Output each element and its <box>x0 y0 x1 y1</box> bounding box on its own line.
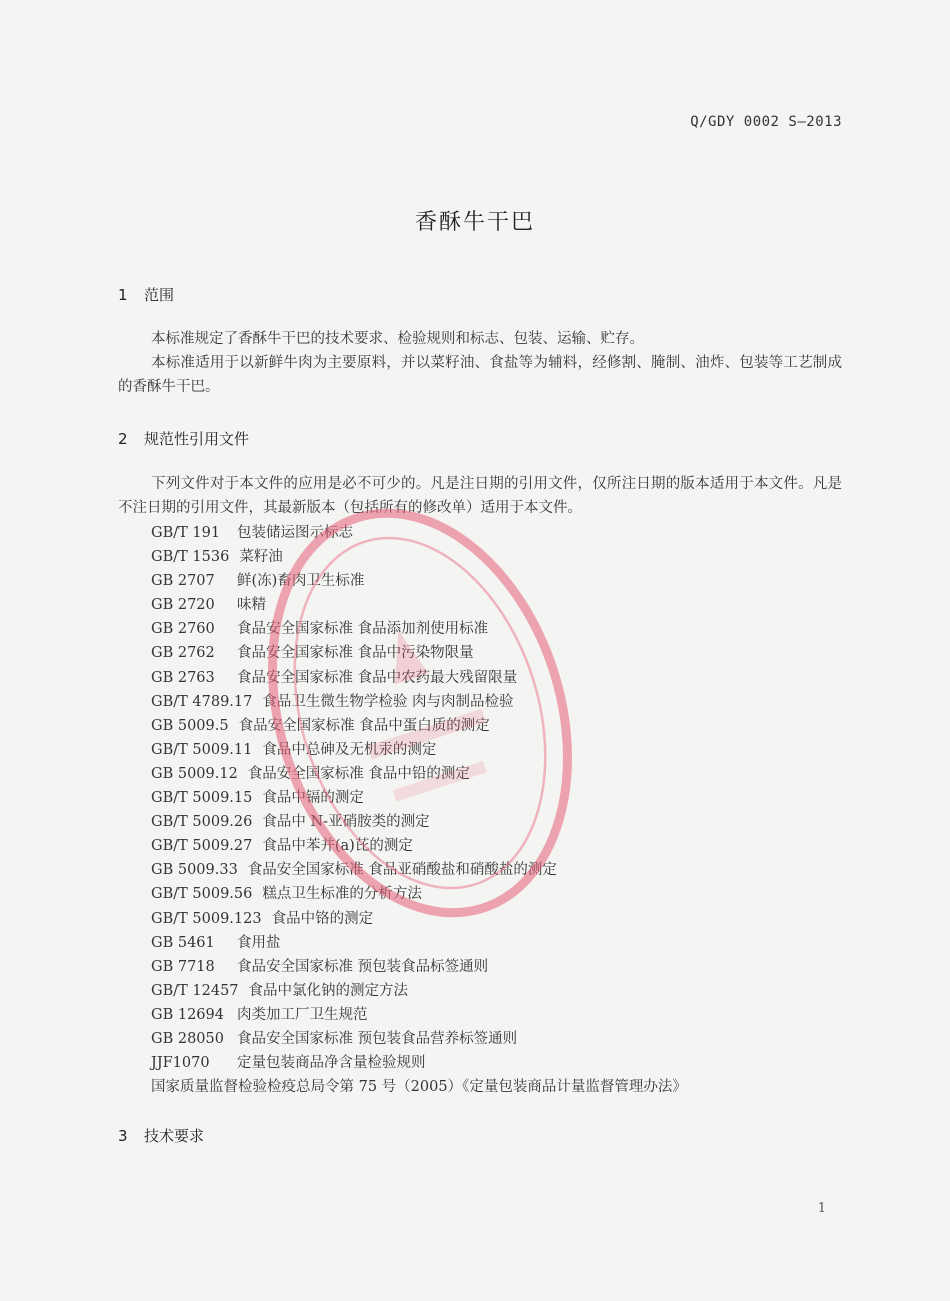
reference-title: 食品卫生微生物学检验 肉与肉制品检验 <box>262 693 514 710</box>
reference-code: GB/T 4789.17 <box>151 693 253 710</box>
reference-title: 包装储运图示标志 <box>237 525 353 541</box>
reference-code: JJF1070 <box>151 1055 210 1072</box>
reference-title: 食品安全国家标准 食品中农药最大残留限量 <box>237 669 518 686</box>
section-number: 3 <box>118 1127 128 1145</box>
reference-title: 食品安全国家标准 食品中污染物限量 <box>237 645 474 662</box>
reference-title: 鲜(冻)畜肉卫生标准 <box>237 573 365 590</box>
section-number: 2 <box>118 430 128 448</box>
reference-title: 国家质量监督检验检疫总局令第 75 号（2005）《定量包装商品计量监督管理办法》 <box>151 1079 687 1096</box>
references-intro: 下列文件对于本文件的应用是必不可少的。凡是注日期的引用文件，仅所注日期的版本适用于本文件。凡是不注日期的引用文件，其最新版本（包括所有的修改单）适用于本文件。 <box>118 476 842 516</box>
reference-title: 糕点卫生标准的分析方法 <box>262 886 422 903</box>
reference-code: GB 28050 <box>151 1030 224 1047</box>
reference-code: GB 2762 <box>151 645 215 662</box>
reference-code: GB/T 5009.26 <box>151 814 253 831</box>
section-number: 1 <box>118 286 128 304</box>
reference-title: 食用盐 <box>237 934 281 951</box>
reference-code: GB 7718 <box>151 958 215 975</box>
list-item <box>151 1027 851 1051</box>
reference-title: 食品中苯并(a)芘的测定 <box>262 838 413 855</box>
list-item <box>151 1003 851 1027</box>
reference-code: GB/T 5009.11 <box>151 741 253 758</box>
reference-code: GB/T 5009.123 <box>151 910 262 927</box>
reference-title: 菜籽油 <box>239 549 283 566</box>
reference-code: GB 2720 <box>151 597 215 614</box>
reference-title: 食品中镉的测定 <box>262 790 364 807</box>
section-heading-scope <box>118 284 174 305</box>
reference-title: 食品中氯化钠的测定方法 <box>248 982 409 999</box>
reference-code: GB 5461 <box>151 934 215 951</box>
official-seal-stamp <box>255 478 585 948</box>
document-title: 香酥牛干巴 <box>414 210 535 235</box>
reference-code: GB/T 5009.56 <box>151 886 253 903</box>
reference-title: 食品安全国家标准 食品添加剂使用标准 <box>237 621 489 638</box>
page-number: 1 <box>817 1201 826 1216</box>
reference-title: 食品中总砷及无机汞的测定 <box>262 741 437 758</box>
reference-title: 食品中 N-亚硝胺类的测定 <box>262 814 430 831</box>
reference-code: GB 2707 <box>151 573 215 590</box>
reference-code: GB/T 12457 <box>151 982 239 999</box>
reference-code: GB/T 1536 <box>151 549 230 566</box>
reference-title: 食品安全国家标准 食品中蛋白质的测定 <box>238 717 490 734</box>
list-item <box>151 979 851 1003</box>
reference-title: 食品安全国家标准 食品中铅的测定 <box>247 765 470 782</box>
reference-title: 食品中铬的测定 <box>271 910 374 927</box>
list-item <box>151 955 851 979</box>
reference-title: 食品安全国家标准 预包装食品营养标签通则 <box>237 1030 518 1047</box>
reference-title: 味精 <box>237 597 266 614</box>
reference-title: 肉类加工厂卫生规范 <box>237 1006 368 1023</box>
section-heading-technical <box>118 1125 204 1146</box>
reference-title: 食品安全国家标准 预包装食品标签通则 <box>237 958 489 975</box>
reference-code: GB 12694 <box>151 1006 224 1023</box>
reference-code: GB 5009.5 <box>151 717 229 734</box>
list-item <box>151 1075 851 1099</box>
list-item <box>151 1051 851 1075</box>
reference-title: 食品安全国家标准 食品亚硝酸盐和硝酸盐的测定 <box>247 862 557 879</box>
section-title: 规范性引用文件 <box>144 430 250 448</box>
reference-code: GB 5009.12 <box>151 765 238 782</box>
standard-code: Q/GDY 0002 S—2013 <box>690 114 842 130</box>
reference-code: GB 5009.33 <box>151 862 238 879</box>
reference-code: GB/T 191 <box>151 525 221 541</box>
section-title: 技术要求 <box>144 1127 205 1145</box>
reference-title: 定量包装商品净含量检验规则 <box>237 1055 426 1072</box>
section-title: 范围 <box>144 286 175 304</box>
reference-code: GB 2760 <box>151 621 215 638</box>
reference-code: GB/T 5009.27 <box>151 838 253 855</box>
scope-paragraph-2: 本标准适用于以新鲜牛肉为主要原料，并以菜籽油、食盐等为辅料，经修割、腌制、油炸、包装等工艺制成的香酥牛干巴。 <box>118 355 842 395</box>
reference-code: GB 2763 <box>151 669 215 686</box>
section-heading-references <box>118 428 249 449</box>
reference-code: GB/T 5009.15 <box>151 790 253 807</box>
scope-paragraph-1: 本标准规定了香酥牛干巴的技术要求、检验规则和标志、包装、运输、贮存。 <box>151 331 644 347</box>
